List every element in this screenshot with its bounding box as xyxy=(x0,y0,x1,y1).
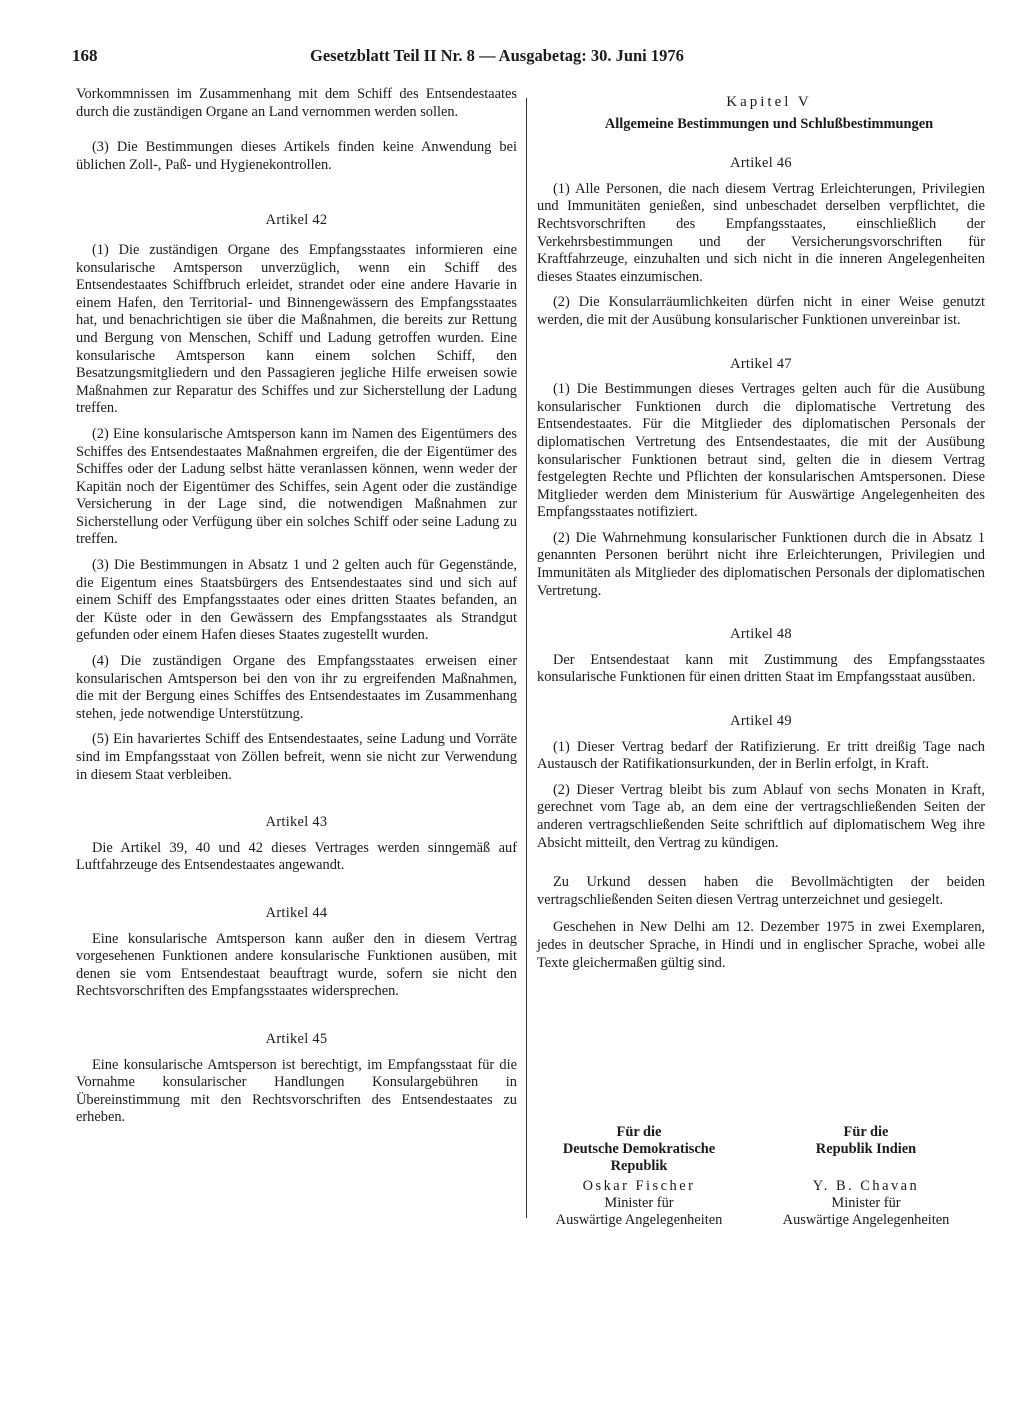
article-48-heading: Artikel 48 xyxy=(730,626,792,643)
article-42-paragraph-2: (2) Eine konsularische Amtsperson kann im Namen des Eigentümers des Schiffes des Entsendestaates Maßnahmen ergreifen, die der Eigentümer des Schiffes oder der Ladung selbst hätte veranlassen können, wenn weder der Kapitän noch der Eigentümer des Schiffes, sein Agent oder die zuständige Versicherung in der Lage sind, die notwendigen Maßnahmen zur Sicherstellung oder Verfügung über ein solches Schiff oder seine Ladung zu treffen. xyxy=(76,425,517,548)
article-42-heading: Artikel 42 xyxy=(265,212,328,229)
article-46-paragraph-2: (2) Die Konsularräumlichkeiten dürfen nicht in einer Weise genutzt werden, die mit der Ausübung konsularischer Funktionen unvereinbar ist. xyxy=(537,294,985,328)
closing-paragraph-2: Geschehen in New Delhi am 12. Dezember 1975 in zwei Exemplaren, jedes in deutscher Sprache, in Hindi und in englischer Sprache, wobei alle Texte gleichermaßen gültig sind. xyxy=(537,919,985,971)
running-head: Gesetzblatt Teil II Nr. 8 — Ausgabetag: 30. Juni 1976 xyxy=(310,46,684,65)
right-column xyxy=(537,86,985,972)
signature-right-title-2: Auswärtige Angelegenheiten xyxy=(782,1212,950,1228)
signature-left-for: Für die xyxy=(616,1124,662,1140)
article-48-text: Der Entsendestaat kann mit Zustimmung des Empfangsstaates konsularische Funktionen für einen dritten Staat im Empfangsstaat ausüben. xyxy=(537,651,985,686)
article-45-heading: Artikel 45 xyxy=(265,1030,328,1047)
article-41-paragraph-3: (3) Die Bestimmungen dieses Artikels finden keine Anwendung bei üblichen Zoll-, Paß- und Hygienekontrollen. xyxy=(76,139,517,173)
signature-right-for: Für die xyxy=(843,1124,889,1140)
closing-paragraph-1: Zu Urkund dessen haben die Bevollmächtigten der beiden vertragschließenden Seiten diesen Vertrag unterzeichnet und gesiegelt. xyxy=(537,874,985,908)
left-column xyxy=(76,86,517,1127)
article-47-paragraph-1: (1) Die Bestimmungen dieses Vertrages gelten auch für die Ausübung konsularischer Funktionen durch die diplomatische Vertretung des Entsendestaates. Für die Mitglieder des diplomatischen Personals der diplomatischen Vertretung des Entsendestaates, die mit der Ausübung konsularischer Funktionen betraut sind, gelten die in diesem Vertrag festgelegten Rechte und Pflichten der konsularischen Amtspersonen. Diese Mitglieder werden dem Ministerium für Auswärtige Angelegenheiten des Empfangsstaates notifiziert. xyxy=(537,381,985,521)
article-42-paragraph-5: (5) Ein havariertes Schiff des Entsendestaates, seine Ladung und Vorräte sind im Empfangsstaat von Zöllen befreit, wenn sie nicht zur Verwendung in diesem Staat verbleiben. xyxy=(76,731,517,783)
article-44-text: Eine konsularische Amtsperson kann außer den in diesem Vertrag vorgesehenen Funktionen andere konsularische Funktionen ausüben, mit denen sie vom Entsendestaat beauftragt wurde, sofern sie nicht den Rechtsvorschriften des Empfangsstaates widersprechen. xyxy=(76,930,517,1000)
article-47-paragraph-2: (2) Die Wahrnehmung konsularischer Funktionen durch die in Absatz 1 genannten Personen berührt nicht ihre Erleichterungen, Privilegien und Immunitäten als Mitglieder des diplomatischen Personals der diplomatischen Vertretung. xyxy=(537,529,985,599)
intro-continuation: Vorkommnissen im Zusammenhang mit dem Schiff des Entsendestaates durch die zuständigen Organe an Land vernommen werden sollen. xyxy=(76,86,517,120)
column-divider xyxy=(526,98,527,1218)
signature-left xyxy=(530,1124,748,1229)
article-46-paragraph-1: (1) Alle Personen, die nach diesem Vertrag Erleichterungen, Privilegien und Immunitäten genießen, sind unbeschadet derselben verpflichtet, die Rechtsvorschriften des Empfangsstaates, einschließlich der Verkehrsbestimmungen und der Versicherungsvorschriften für Kraftfahrzeuge, einzuhalten und sich nicht in die inneren Angelegenheiten dieses Staates einzumischen. xyxy=(537,180,985,285)
article-46-heading: Artikel 46 xyxy=(730,155,792,172)
article-42-paragraph-3: (3) Die Bestimmungen in Absatz 1 und 2 gelten auch für Gegenstände, die Eigentum eines Staatsbürgers des Entsendestaates sind und sich auf einem Schiff des Empfangsstaates oder eines dritten Staates befanden, an der Küste oder in den Gewässern des Empfangsstaates als Strandgut gefunden oder einem Hafen dieses Staates zugestellt wurden. xyxy=(76,557,517,644)
chapter-title: Allgemeine Bestimmungen und Schlußbestimmungen xyxy=(604,115,934,132)
article-43-text: Die Artikel 39, 40 und 42 dieses Vertrages werden sinngemäß auf Luftfahrzeuge des Entsendestaates angewandt. xyxy=(76,839,517,874)
chapter-label: Kapitel V xyxy=(726,94,812,110)
signature-left-name: Oskar Fischer xyxy=(582,1178,696,1194)
signature-left-title-1: Minister für xyxy=(604,1195,674,1211)
article-49-paragraph-2: (2) Dieser Vertrag bleibt bis zum Ablauf von sechs Monaten in Kraft, gerechnet vom Tage ab, an dem eine der vertragschließenden Seiten der anderen vertragschließenden Seite schriftlich auf diplomatischem Weg ihre Absicht mitteilt, den Vertrag zu kündigen. xyxy=(537,781,985,851)
article-42-paragraph-1: (1) Die zuständigen Organe des Empfangsstaates informieren eine konsularische Amtsperson unverzüglich, wenn ein Schiff des Entsendestaates Schiffbruch erleidet, strandet oder eine andere Havarie in einem Hafen, den Territorial- und Binnengewässern des Empfangsstaates hat, und benachrichtigen sie über die Maßnahmen, die bereits zur Rettung und Bergung von Menschen, Schiff und Ladung getroffen wurden. Eine konsularische Amtsperson kann einem solchen Schiff, den Besatzungsmitgliedern und den Passagieren jegliche Hilfe erweisen sowie Maßnahmen zur Reparatur des Schiffes und zur Sicherstellung der Ladung treffen. xyxy=(76,241,517,417)
page-header xyxy=(72,46,952,72)
signature-left-party-2: Republik xyxy=(610,1158,668,1174)
signature-right-party-1: Republik Indien xyxy=(815,1141,917,1157)
article-42-paragraph-4: (4) Die zuständigen Organe des Empfangsstaates erweisen einer konsularischen Amtsperson bei den von ihr zu ergreifenden Maßnahmen, die mit der Bergung eines Schiffes des Entsendestaates im Zusammenhang stehen, jede notwendige Unterstützung. xyxy=(76,653,517,722)
article-44-heading: Artikel 44 xyxy=(265,904,328,921)
article-47-heading: Artikel 47 xyxy=(730,355,792,372)
article-49-heading: Artikel 49 xyxy=(730,713,792,730)
signature-block xyxy=(530,1124,990,1234)
signature-left-party-1: Deutsche Demokratische xyxy=(562,1141,716,1157)
signature-right-title-1: Minister für xyxy=(831,1195,901,1211)
signature-left-title-2: Auswärtige Angelegenheiten xyxy=(555,1212,723,1228)
signature-right-name: Y. B. Chavan xyxy=(812,1178,920,1194)
signature-right xyxy=(756,1124,976,1229)
page-number: 168 xyxy=(72,46,98,65)
article-45-text: Eine konsularische Amtsperson ist berechtigt, im Empfangsstaat für die Vornahme konsularischer Handlungen Konsulargebühren in Übereinstimmung mit den Rechtsvorschriften des Entsendestaates zu erheben. xyxy=(76,1056,517,1126)
article-43-heading: Artikel 43 xyxy=(265,814,328,831)
article-49-paragraph-1: (1) Dieser Vertrag bedarf der Ratifizierung. Er tritt dreißig Tage nach Austausch der Ratifikationsurkunden, der in Berlin erfolgt, in Kraft. xyxy=(537,738,985,773)
